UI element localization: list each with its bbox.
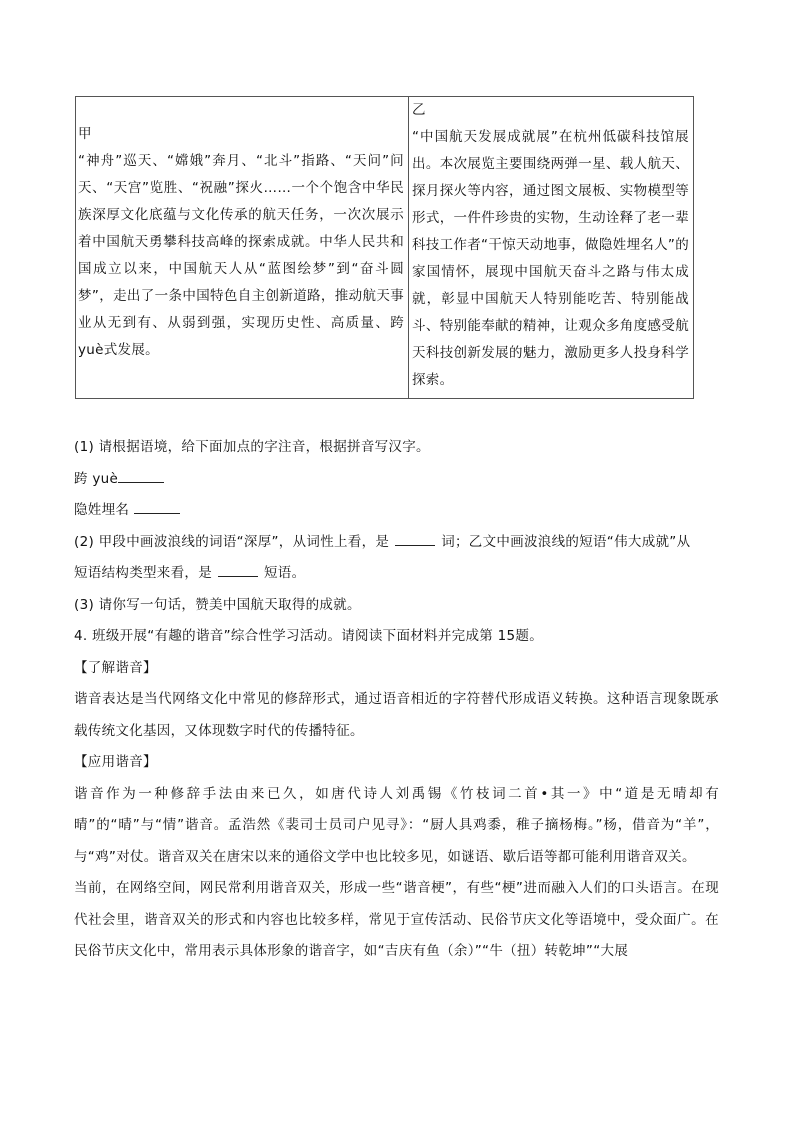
passage-text-jia: “神舟”巡天、“嫦娥”奔月、“北斗”指路、“天问”问天、“天宫”览胜、“祝融”探火……一个个饱含中华民族深厚文化底蕴与文化传承的航天任务，一次次展示着中国航天勇攀科技高峰的探索成就。中华人民共和国成立以来，中国航天人从“蓝图绘梦”到“奋斗圆梦”，走出了一条中国特色自主创新道路，推动航天事业从无到有、从弱到强，实现历史性、高质量、跨 yuè式发展。 xyxy=(78,153,404,358)
question-2-part-2: 词；乙文中画波浪线的短语“伟大成就”从 xyxy=(441,533,691,550)
section-heading-apply: 【应用谐音】 xyxy=(74,754,157,770)
passage-cell-yi xyxy=(409,97,693,398)
question-2-line-2 xyxy=(74,558,719,590)
passage-table xyxy=(75,96,694,399)
question-2-line-2-part-2: 短语。 xyxy=(264,565,306,581)
question-2-part-1: (2) 甲段中画波浪线的词语“深厚”，从词性上看，是 xyxy=(74,533,390,550)
answer-blank[interactable] xyxy=(118,468,164,483)
question-body xyxy=(74,432,719,968)
passage-cell-jia xyxy=(76,97,409,398)
question-1-item-b-text: 隐姓埋名 xyxy=(74,502,130,518)
paragraph-understand: 谐音表达是当代网络文化中常见的修辞形式，通过语音相近的字符替代形成语义转换。这种语言现象既承载传统文化基因，又体现数字时代的传播特征。 xyxy=(74,691,719,739)
section-heading-understand: 【了解谐音】 xyxy=(74,659,157,676)
passage-label-jia: 甲 xyxy=(78,126,92,142)
passage-text-yi: “中国航天发展成就展”在杭州低碳科技馆展出。本次展览主要围绕两弹一星、载人航天、探月探火等内容，通过图文展板、实物模型等形式，一件件珍贵的实物，生动诠释了老一辈科技工作者“干惊天动地事，做隐姓埋名人”的家国情怀，展现中国航天奋斗之路与伟太成就，彰显中国航天人特别能吃苦、特别能战斗、特别能奉献的精神，让观众多角度感受航天科技创新发展的魅力，激励更多人投身科学探索。 xyxy=(412,129,689,388)
answer-blank[interactable] xyxy=(395,531,435,546)
section-4-intro: 4. 班级开展“有趣的谐音”综合性学习活动。请阅读下面材料并完成第 15题。 xyxy=(74,628,544,644)
answer-blank[interactable] xyxy=(218,562,258,577)
passage-label-yi: 乙 xyxy=(412,102,426,118)
paragraph-apply-history: 谐音作为一种修辞手法由来已久，如唐代诗人刘禹锡《竹枝词二首•其一》中“道是无晴却有晴”的“晴”与“情”谐音。孟浩然《裴司士员司户见寻》：“厨人具鸡黍，稚子摘杨梅。”杨，借音为“羊”，与“鸡”对仗。谐音双关在唐宋以来的通俗文学中也比较多见，如谜语、歇后语等都可能利用谐音双关。 xyxy=(74,785,719,865)
question-1: (1) 请根据语境，给下面加点的字注音，根据拼音写汉字。 xyxy=(74,439,430,455)
answer-blank[interactable] xyxy=(134,499,180,514)
question-1-item-a xyxy=(74,464,719,496)
question-1-item-a-text: 跨 yuè xyxy=(74,470,119,487)
paragraph-apply-modern: 当前，在网络空间，网民常利用谐音双关，形成一些“谐音梗”，有些“梗”进而融入人们的口头语言。在现代社会里，谐音双关的形式和内容也比较多样，常见于宣传活动、民俗节庆文化等语境中，受众面广。在民俗节庆文化中，常用表示具体形象的谐音字，如“吉庆有鱼（余）”“牛（扭）转乾坤”“大展 xyxy=(74,880,719,959)
question-3: (3) 请你写一句话，赞美中国航天取得的成就。 xyxy=(74,596,361,613)
question-2-line-1 xyxy=(74,527,719,559)
question-2-line-2-part-1: 短语结构类型来看，是 xyxy=(74,565,212,581)
question-1-item-b xyxy=(74,495,719,527)
